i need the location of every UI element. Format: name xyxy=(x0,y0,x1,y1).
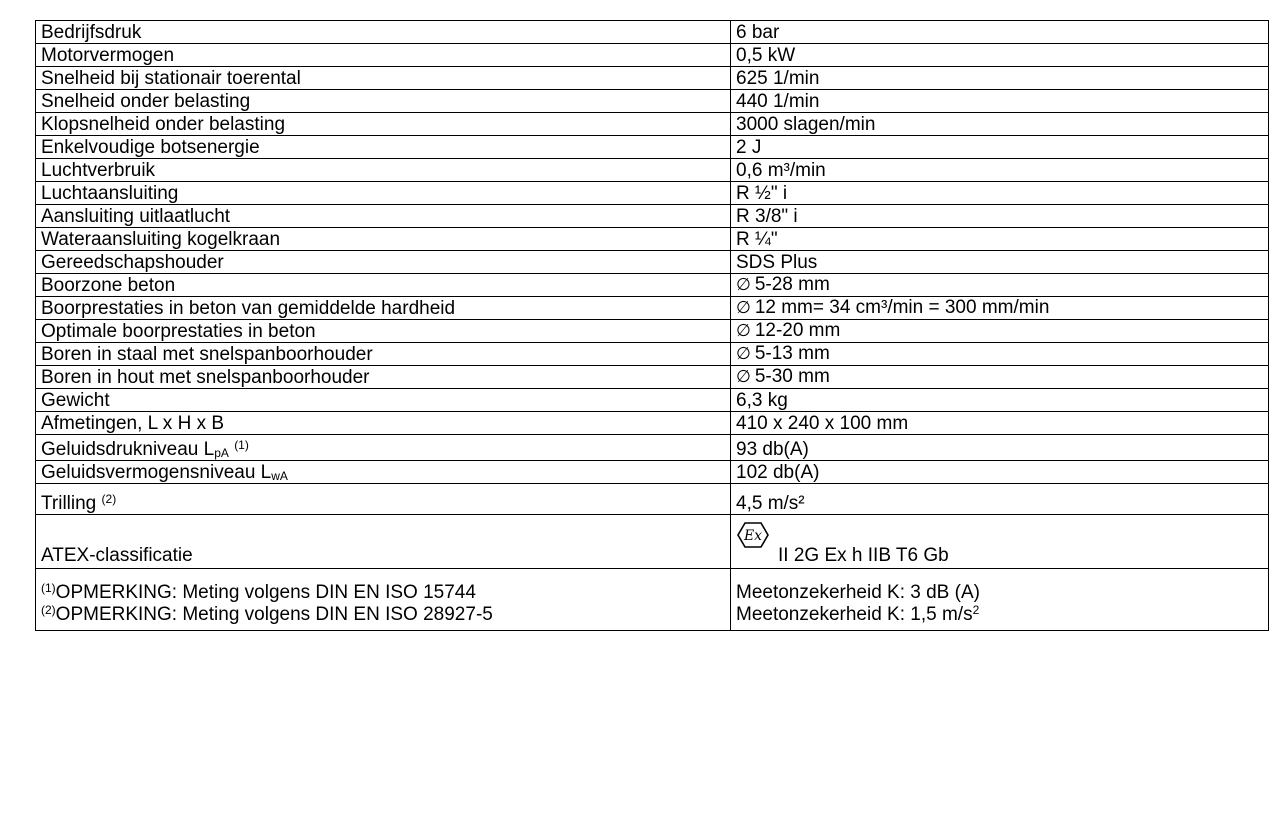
row-value: 6 bar xyxy=(731,21,1269,44)
table-row xyxy=(36,389,1269,412)
row-label xyxy=(36,484,731,515)
table-row-vibration xyxy=(36,484,1269,515)
row-label xyxy=(36,435,731,461)
table-row-notes xyxy=(36,569,1269,631)
row-value: 2 J xyxy=(731,136,1269,159)
table-row xyxy=(36,343,1269,366)
sound-pressure-subscript: pA xyxy=(214,446,229,460)
row-value: 4,5 m/s² xyxy=(731,484,1269,515)
row-label: Boorzone beton xyxy=(36,274,731,297)
table-row xyxy=(36,159,1269,182)
row-value: 0,5 kW xyxy=(731,44,1269,67)
row-value: R ¼" xyxy=(731,228,1269,251)
row-label: Wateraansluiting kogelkraan xyxy=(36,228,731,251)
table-row xyxy=(36,44,1269,67)
note-2-mark: (2) xyxy=(41,603,56,617)
table-row xyxy=(36,90,1269,113)
table-row xyxy=(36,366,1269,389)
row-value-text: 12 mm= 34 cm³/min = 300 mm/min xyxy=(754,297,1050,318)
vibration-label: Trilling xyxy=(41,493,97,514)
row-value: R 3/8" i xyxy=(731,205,1269,228)
row-value: 102 db(A) xyxy=(731,461,1269,484)
row-value: 440 1/min xyxy=(731,90,1269,113)
table-row xyxy=(36,182,1269,205)
row-value: 625 1/min xyxy=(731,67,1269,90)
ex-hexagon-icon xyxy=(736,521,770,554)
row-value-text: 5-28 mm xyxy=(754,274,830,295)
table-row xyxy=(36,274,1269,297)
note-1 xyxy=(41,582,726,604)
spec-table-body xyxy=(36,21,1269,631)
table-row xyxy=(36,228,1269,251)
uncertainty-1: Meetonzekerheid K: 3 dB (A) xyxy=(736,582,980,603)
row-label: Bedrijfsdruk xyxy=(36,21,731,44)
diameter-icon: ∅ xyxy=(736,275,751,295)
row-label: Klopsnelheid onder belasting xyxy=(36,113,731,136)
table-row xyxy=(36,251,1269,274)
table-row xyxy=(36,320,1269,343)
row-value: R ½" i xyxy=(731,182,1269,205)
diameter-icon: ∅ xyxy=(736,344,751,364)
row-label: Optimale boorprestaties in beton xyxy=(36,320,731,343)
table-row xyxy=(36,297,1269,320)
sound-pressure-label: Geluidsdrukniveau L xyxy=(41,439,215,460)
notes-cell xyxy=(36,569,731,631)
row-value: 0,6 m³/min xyxy=(731,159,1269,182)
note-2 xyxy=(41,604,726,626)
ex-symbol-text: Ex xyxy=(743,528,763,544)
row-label xyxy=(36,461,731,484)
row-value: 93 db(A) xyxy=(731,435,1269,461)
row-label: Luchtaansluiting xyxy=(36,182,731,205)
spec-table xyxy=(35,20,1269,631)
table-row xyxy=(36,113,1269,136)
uncertainty-cell xyxy=(731,569,1269,631)
sound-power-subscript: wA xyxy=(271,469,288,483)
row-label: Boren in staal met snelspanboorhouder xyxy=(36,343,731,366)
row-value: SDS Plus xyxy=(731,251,1269,274)
row-value-text: 5-13 mm xyxy=(754,343,830,364)
row-value-text: 5-30 mm xyxy=(754,366,830,387)
table-row xyxy=(36,412,1269,435)
row-value: 6,3 kg xyxy=(731,389,1269,412)
uncertainty-2-text: Meetonzekerheid K: 1,5 m/s xyxy=(736,604,973,625)
row-value xyxy=(731,320,1269,343)
row-value: 3000 slagen/min xyxy=(731,113,1269,136)
table-row xyxy=(36,136,1269,159)
note-1-mark: (1) xyxy=(41,581,56,595)
note-2-text: OPMERKING: Meting volgens DIN EN ISO 28927-5 xyxy=(55,604,493,625)
row-value xyxy=(731,274,1269,297)
row-label: Afmetingen, L x H x B xyxy=(36,412,731,435)
row-label: Gewicht xyxy=(36,389,731,412)
uncertainty-2-exponent: 2 xyxy=(972,603,980,617)
uncertainty-2 xyxy=(736,604,1264,626)
row-value xyxy=(731,343,1269,366)
row-label: Snelheid bij stationair toerental xyxy=(36,67,731,90)
row-label: Aansluiting uitlaatlucht xyxy=(36,205,731,228)
note-1-text: OPMERKING: Meting volgens DIN EN ISO 15744 xyxy=(55,582,476,603)
row-value xyxy=(731,515,1269,569)
table-row-sound-pressure xyxy=(36,435,1269,461)
row-label: Snelheid onder belasting xyxy=(36,90,731,113)
row-value xyxy=(731,366,1269,389)
row-label: Enkelvoudige botsenergie xyxy=(36,136,731,159)
sound-pressure-note-mark: (1) xyxy=(234,438,249,452)
table-row xyxy=(36,67,1269,90)
table-row-atex xyxy=(36,515,1269,569)
vibration-note-mark: (2) xyxy=(101,492,117,506)
sound-power-label: Geluidsvermogensniveau L xyxy=(41,462,272,483)
row-value: 410 x 240 x 100 mm xyxy=(731,412,1269,435)
row-label: Boren in hout met snelspanboorhouder xyxy=(36,366,731,389)
atex-value: II 2G Ex h IIB T6 Gb xyxy=(778,545,949,566)
diameter-icon: ∅ xyxy=(736,321,751,341)
row-label: Gereedschapshouder xyxy=(36,251,731,274)
table-row-sound-power xyxy=(36,461,1269,484)
row-value-text: 12-20 mm xyxy=(754,320,841,341)
diameter-icon: ∅ xyxy=(736,367,751,387)
row-label: Motorvermogen xyxy=(36,44,731,67)
row-label: Luchtverbruik xyxy=(36,159,731,182)
row-value xyxy=(731,297,1269,320)
row-label: ATEX-classificatie xyxy=(36,515,731,569)
table-row xyxy=(36,205,1269,228)
diameter-icon: ∅ xyxy=(736,298,751,318)
table-row xyxy=(36,21,1269,44)
row-label: Boorprestaties in beton van gemiddelde hardheid xyxy=(36,297,731,320)
